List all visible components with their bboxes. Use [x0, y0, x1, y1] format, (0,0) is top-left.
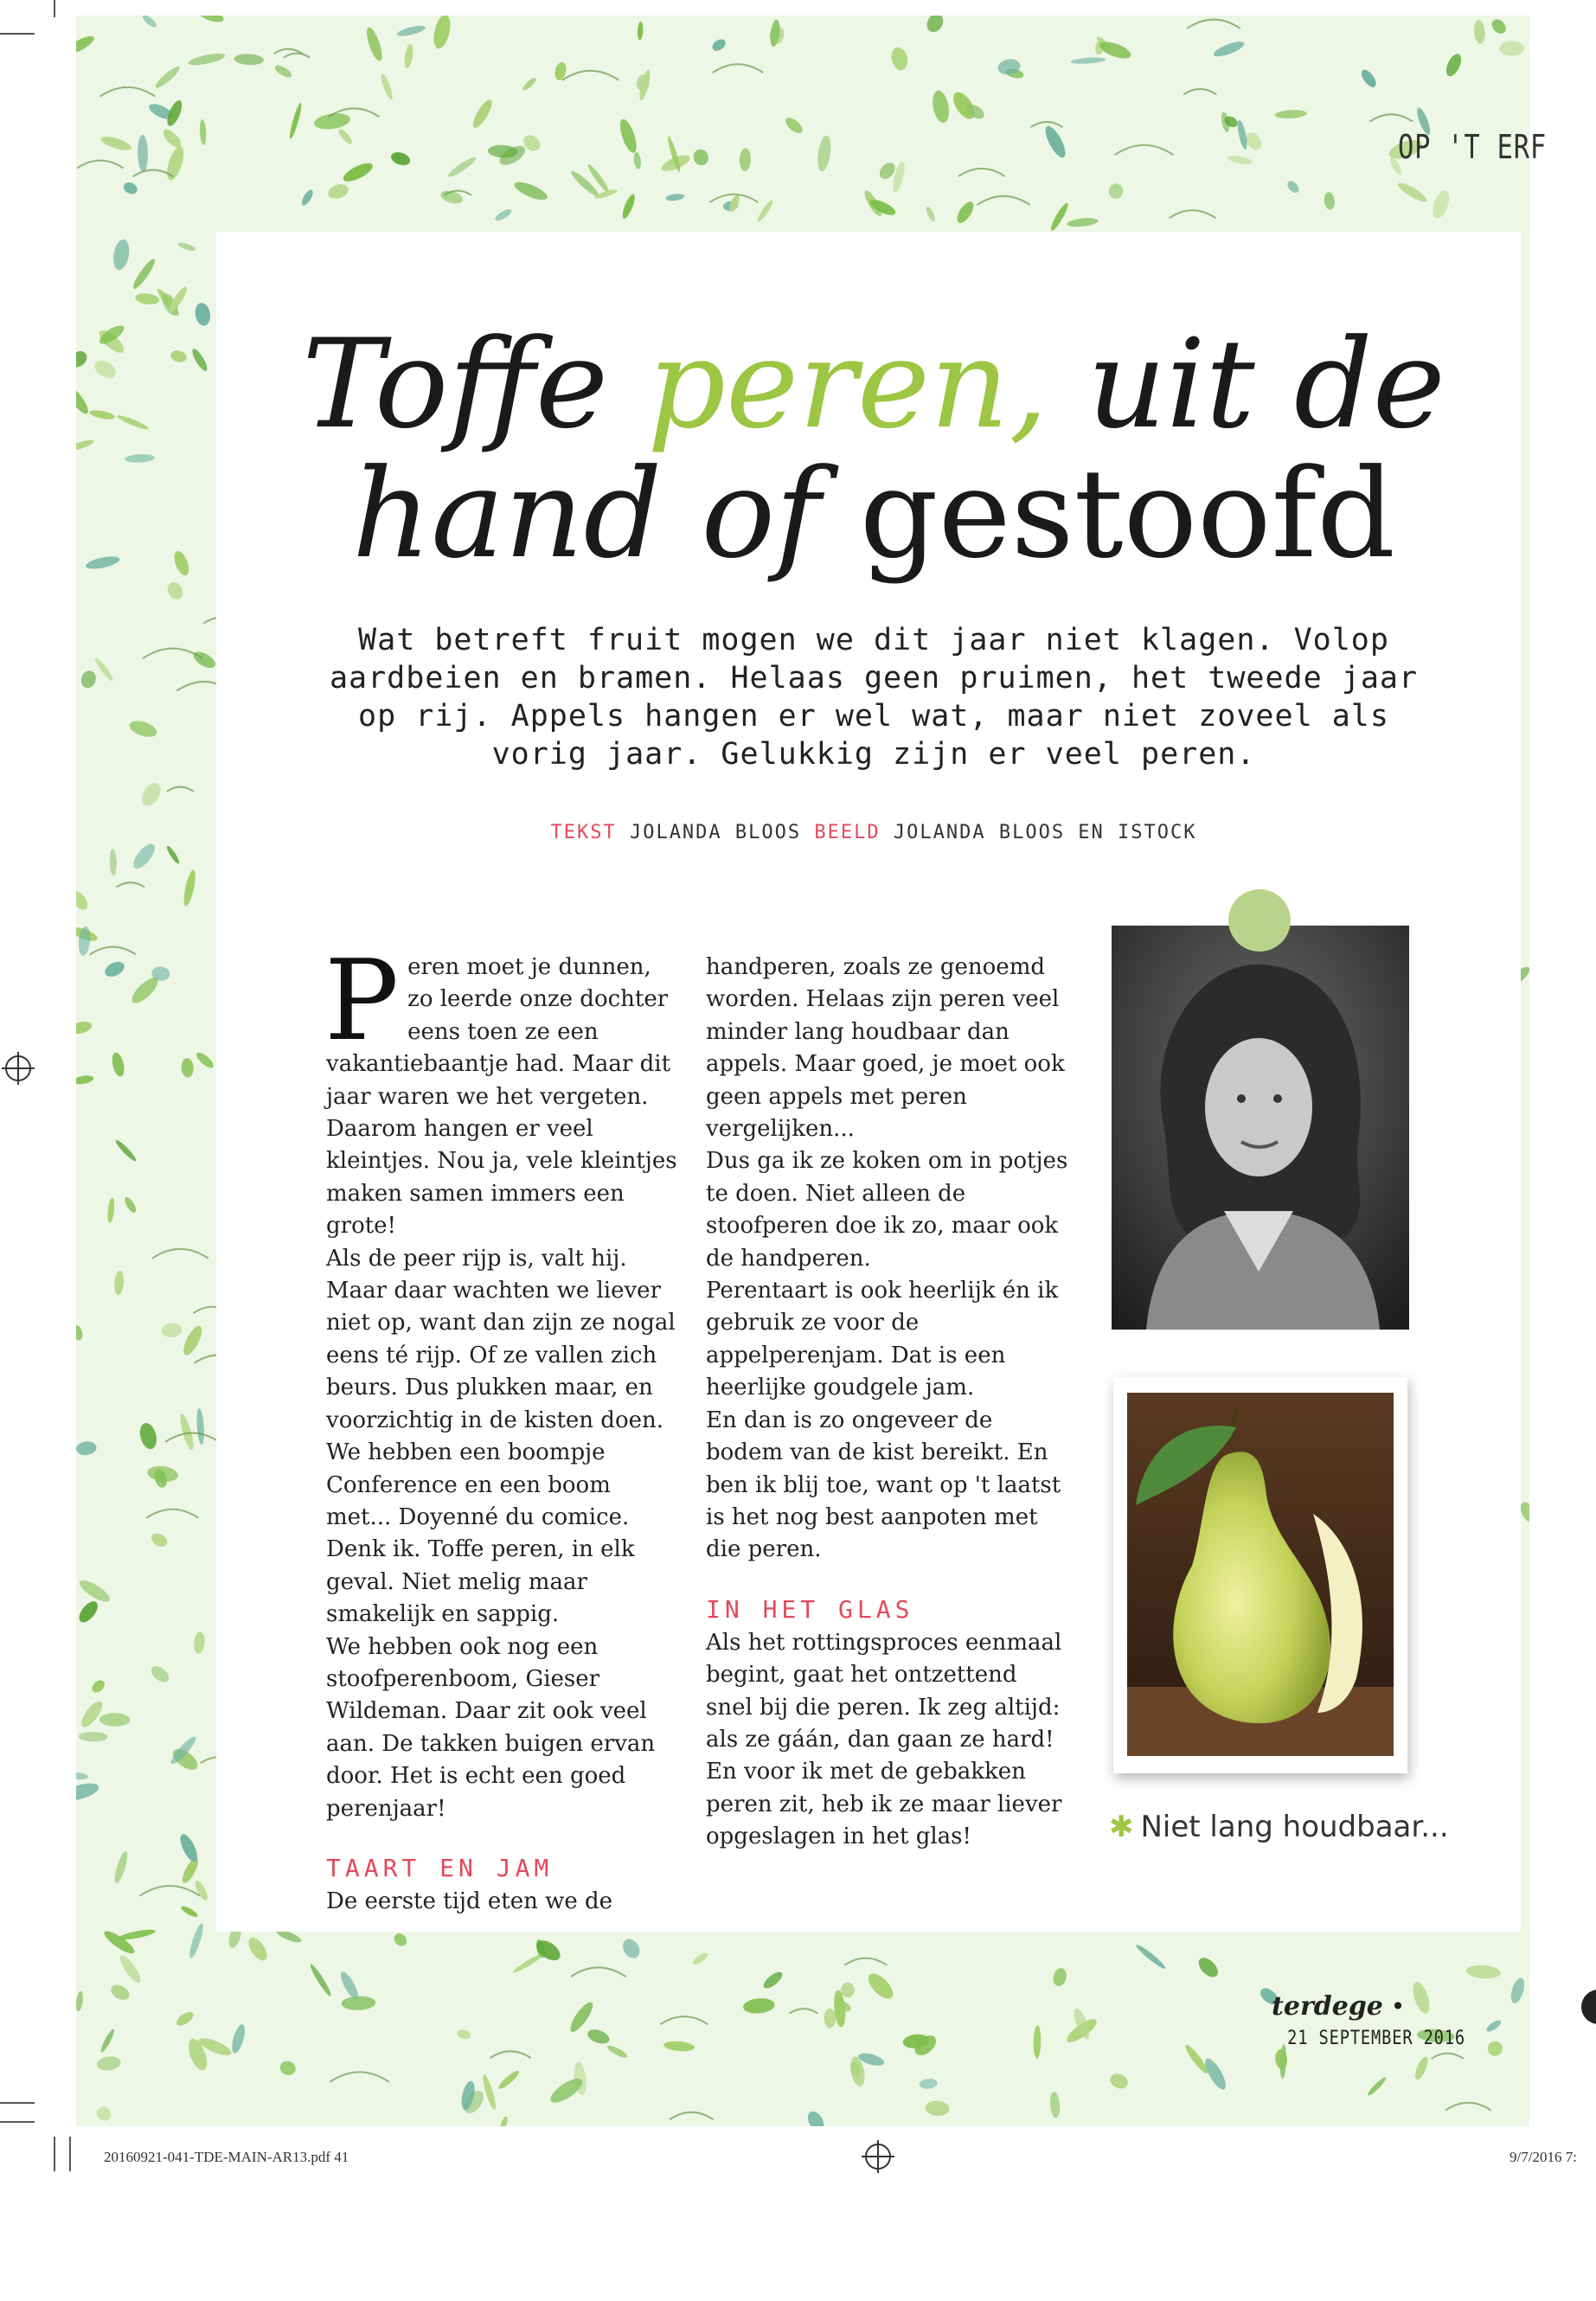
title-part-1: Toffe	[302, 313, 648, 456]
crop-mark	[54, 2137, 55, 2171]
page-footer	[1272, 1991, 1596, 2050]
credit-image-author: JOLANDA BLOOS EN ISTOCK	[893, 822, 1197, 843]
body-column-1	[324, 937, 681, 1918]
title-part-2: uit de	[1048, 313, 1445, 456]
registration-mark-icon	[865, 2144, 891, 2170]
registration-mark-icon	[5, 1055, 31, 1081]
subheading: IN HET GLAS	[706, 1594, 914, 1624]
section-label: OP 'T ERF	[1398, 128, 1547, 166]
body-paragraph: We hebben ook nog een stoofperenboom, Gieser Wildeman. Daar zit ook veel aan. De takken buigen ervan door. Het is echt een goed perenjaar!	[326, 1633, 656, 1822]
crop-mark	[0, 2102, 35, 2104]
title-line2-italic: hand of	[351, 443, 860, 586]
article-intro: Wat betreft fruit mogen we dit jaar niet klagen. Volop aardbeien en bramen. Helaas geen pruimen, het tweede jaar op rij. Appels hangen er wel wat, maar niet zoveel als vorig jaar. Gelukkig zijn er veel peren.	[329, 623, 1419, 772]
crop-mark	[54, 0, 55, 17]
article-credits	[311, 822, 1436, 843]
subheading: TAART EN JAM	[326, 1853, 554, 1882]
body-paragraph: We hebben een boompje Conference en een boom met... Doyenné du comice. Denk ik. Toffe peren, in elk geval. Niet melig maar smakelijk en sappig.	[326, 1439, 635, 1628]
body-paragraph: Dus ga ik ze koken om in potjes te doen. Niet alleen de stoofperen doe ik zo, maar ook de handperen.	[706, 1148, 1068, 1272]
footer-separator: •	[1390, 1992, 1406, 2021]
title-accent: peren,	[647, 313, 1048, 456]
article-title	[260, 313, 1488, 586]
credit-text-author: JOLANDA BLOOS	[629, 822, 802, 843]
body-paragraph: Als het rottingsproces eenmaal begint, gaat het ontzettend snel bij die peren. Ik zeg altijd: als ze gáán, dan gaan ze hard! En voor ik met de gebakken peren zit, heb ik ze maar liever opgeslagen in het glas!	[706, 1629, 1062, 1850]
body-paragraph: handperen, zoals ze genoemd worden. Helaas zijn peren veel minder lang houdbaar dan appels. Maar goed, je moet ook geen appels met peren vergelijken...	[706, 954, 1065, 1143]
body-paragraph: Perentaart is ook heerlijk én ik gebruik ze voor de appelperenjam. Dat is een heerlijke goudgele jam.	[706, 1278, 1059, 1401]
portrait-image	[1112, 926, 1409, 1330]
pear-image	[1127, 1393, 1394, 1756]
magazine-brand: terdege	[1272, 1991, 1383, 2022]
pear-photo	[1113, 1377, 1407, 1773]
pin-decoration	[1228, 889, 1291, 952]
body-paragraph: Peren moet je dunnen, zo leerde onze dochter eens toen ze een vakantiebaantje had. Maar dit jaar waren we het vergeten. Daarom hangen er veel kleintjes. Nou ja, vele kleintjes maken samen immers een grote!	[324, 937, 677, 1240]
body-paragraph: De eerste tijd eten we de	[326, 1888, 613, 1914]
title-line2-upright: gestoofd	[859, 443, 1396, 586]
crop-mark	[69, 2137, 71, 2171]
crop-mark	[0, 2121, 35, 2123]
body-paragraph: En dan is zo ongeveer de bodem van de kist bereikt. En ben ik blij toe, want op 't laatst is het nog best aanpoten met die peren.	[706, 1407, 1061, 1563]
credit-text-label: TEKST	[550, 822, 617, 843]
body-paragraph: Als de peer rijp is, valt hij. Maar daar wachten we liever niet op, want dan zijn ze nogal eens té rijp. Of ze vallen zich beurs. Dus plukken maar, en voorzichtig in de kisten doen.	[326, 1245, 676, 1433]
drop-cap: P	[324, 937, 400, 1066]
author-portrait-photo	[1112, 926, 1409, 1330]
crop-mark	[0, 33, 35, 35]
body-column-2	[706, 952, 1069, 1854]
issue-date: 21 SEPTEMBER 2016	[1287, 2028, 1466, 2049]
print-slug-file: 20160921-041-TDE-MAIN-AR13.pdf 41	[104, 2149, 349, 2165]
star-icon: ✱	[1109, 1810, 1134, 1844]
photo-caption: ✱ Niet lang houdbaar...	[1109, 1810, 1449, 1844]
print-slug-date: 9/7/2016 7:	[1509, 2149, 1577, 2165]
credit-image-label: BEELD	[814, 822, 881, 843]
